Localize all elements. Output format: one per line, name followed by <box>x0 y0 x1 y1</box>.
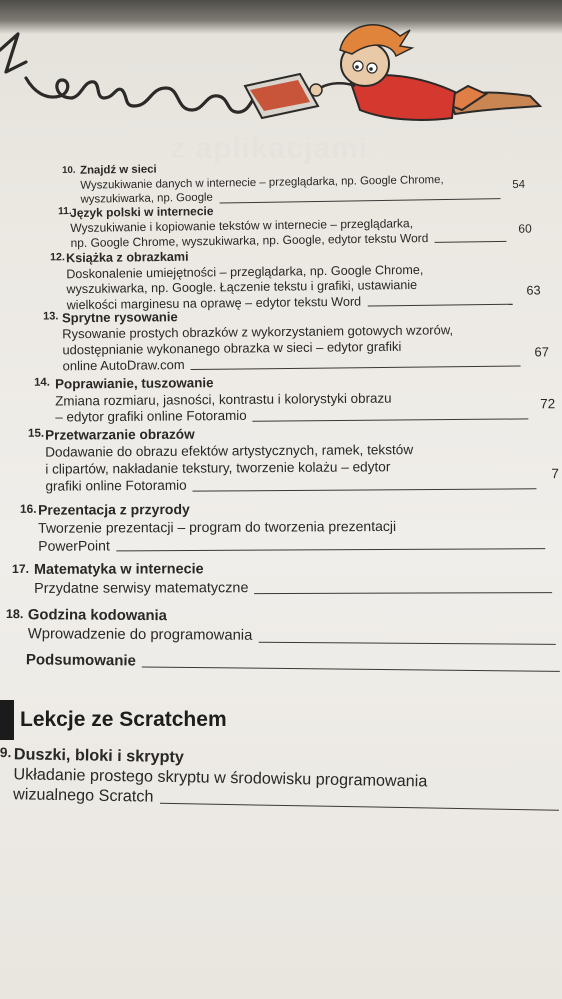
entry-description-line: wizualnego Scratch <box>12 785 154 806</box>
entry-description-line: PowerPoint <box>38 537 110 554</box>
page-number: 63 <box>526 283 541 298</box>
entry-description-line: wielkości marginesu na oprawę – edytor tekstu Word <box>66 294 362 312</box>
toc-entry <box>0 560 562 597</box>
entry-number: 12. <box>49 251 66 264</box>
leader-line <box>255 592 553 594</box>
leader-line <box>219 198 500 203</box>
leader-line <box>142 667 560 672</box>
entry-description-line: Wyszukiwanie danych w internecie – przeglądarka, np. Google Chrome, <box>80 173 444 192</box>
leader-line <box>253 418 529 421</box>
ghost-header-text: z aplikacjami <box>170 132 369 165</box>
entry-description-line: – edytor grafiki online Fotoramio <box>55 407 247 425</box>
entry-description-line: wyszukiwarka, np. Google. Łączenie tekstu i grafiki, ustawianie <box>66 277 418 297</box>
entry-description-line: Rysowanie prostych obrazków z wykorzystaniem gotowych wzorów, <box>62 322 454 342</box>
entry-description-line: i clipartów, nakładanie tekstury, tworzenie kolażu – edytor <box>45 459 391 477</box>
entry-number: 16. <box>19 501 37 516</box>
entry-number: 10. <box>61 164 76 177</box>
entry-title: Znajdź w sieci <box>79 163 157 177</box>
leader-line <box>160 803 559 811</box>
entry-description-line: Przydatne serwisy matematyczne <box>34 579 249 597</box>
leader-line <box>258 642 555 645</box>
entry-title: Godzina kodowania <box>27 607 167 625</box>
entry-number: 13. <box>42 310 59 323</box>
toc-entry <box>0 607 562 644</box>
entry-title: Książka z obrazkami <box>65 249 189 266</box>
entry-title: Język polski w internecie <box>69 204 214 221</box>
page-number: 72 <box>540 396 556 412</box>
entry-description-line: Wyszukiwanie i kopiowanie tekstów w internecie – przeglądarka, <box>70 216 414 236</box>
page-number: 67 <box>534 344 550 360</box>
entry-number: 9. <box>0 745 12 761</box>
entry-title: Podsumowanie <box>25 651 137 670</box>
entry-description-line: Zmiana rozmiaru, jasności, kontrastu i kolorystyki obrazu <box>55 390 392 409</box>
entry-number: 18. <box>5 607 24 622</box>
entry-description-line: Dodawanie do obrazu efektów artystycznych, ramek, tekstów <box>45 442 414 460</box>
page-number: 60 <box>518 221 532 236</box>
cable-doodle <box>0 34 262 112</box>
entry-description-line: Wprowadzenie do programowania <box>27 626 253 644</box>
entry-description-line: Układanie prostego skryptu w środowisku programowania <box>13 765 428 791</box>
entry-number: 17. <box>11 561 30 576</box>
section-title: Lekcje ze Scratchem <box>20 708 227 731</box>
leader-line <box>193 488 537 491</box>
entry-description-line: Tworzenie prezentacji – program do tworzenia prezentacji <box>38 517 397 536</box>
entry-number: 14. <box>33 376 50 389</box>
leader-line <box>435 241 507 243</box>
entry-description-line: online AutoDraw.com <box>62 357 185 374</box>
leader-line <box>191 366 521 370</box>
leader-line <box>367 304 512 307</box>
toc-entry <box>0 745 562 806</box>
section-marker <box>0 700 14 740</box>
toc-entry <box>0 499 562 554</box>
entry-number: 15. <box>27 427 45 440</box>
entry-description-line: wyszukiwarka, np. Google <box>80 191 213 206</box>
entry-description-line: grafiki online Fotoramio <box>45 477 187 494</box>
entry-title: Matematyka w internecie <box>33 561 204 578</box>
entry-title: Poprawianie, tuszowanie <box>54 375 214 392</box>
page-number: 7 <box>551 465 559 481</box>
entry-title: Duszki, bloki i skrypty <box>13 745 185 767</box>
leader-line <box>116 548 545 551</box>
entry-number: 11. <box>57 206 72 218</box>
entry-title: Prezentacja z przyrody <box>37 501 190 518</box>
entry-title: Sprytne rysowanie <box>61 309 178 326</box>
entry-title: Przetwarzanie obrazów <box>44 426 195 443</box>
entry-description-line: np. Google Chrome, wyszukiwarka, np. Google, edytor tekstu Word <box>70 231 429 251</box>
entry-description-line: udostępnianie wykonanego obrazka w sieci – edytor grafiki <box>62 338 402 358</box>
toc-entry <box>0 424 562 494</box>
child-reading-icon <box>245 25 540 120</box>
page-number: 54 <box>512 178 526 191</box>
toc-entry <box>0 651 562 670</box>
entry-description-line: Doskonalenie umiejętności – przeglądarka, np. Google Chrome, <box>66 262 424 281</box>
